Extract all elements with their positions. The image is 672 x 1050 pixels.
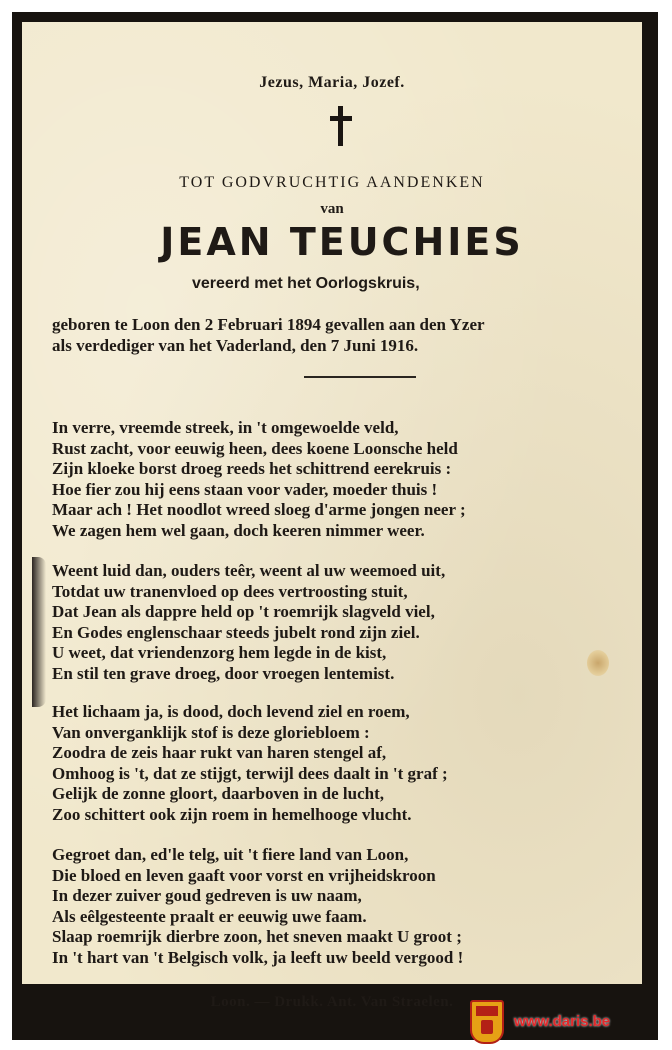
cross-icon — [330, 106, 352, 146]
poem-line: In dezer zuiver goud gedreven is uw naam, — [52, 886, 362, 905]
poem-line: Dat Jean als dappre held op 't roemrijk slagveld viel, — [52, 602, 435, 621]
card-paper — [22, 22, 642, 1010]
poem-line: Gelijk de zonne gloort, daarboven in de lucht, — [52, 784, 384, 803]
biography — [52, 314, 652, 356]
memorial-card — [12, 12, 658, 1040]
torn-edge — [32, 557, 46, 707]
divider — [304, 376, 416, 378]
biography-line: geboren te Loon den 2 Februari 1894 gevallen aan den Yzer — [52, 315, 485, 334]
honour-line: vereerd met het Oorlogskruis, — [192, 275, 420, 292]
poem-stanza-2 — [52, 561, 637, 684]
poem-stanza-1 — [52, 418, 637, 541]
poem-stanza-4 — [52, 845, 637, 968]
poem-line: En Godes englenschaar steeds jubelt rond zijn ziel. — [52, 622, 420, 642]
printer-imprint: Loon. — Drukk. Ant. Van Straelen. — [210, 994, 454, 1010]
poem-line: Slaap roemrijk dierbre zoon, het sneven maakt U groot ; — [52, 927, 462, 946]
biography-line: als verdediger van het Vaderland, den 7 Juni 1916. — [52, 336, 419, 355]
poem-line: Zoo schittert ook zijn roem in hemelhooge vlucht. — [52, 804, 412, 824]
poem-line: Van onverganklijk stof is deze gloriebloem : — [52, 722, 370, 742]
poem-line: Weent luid dan, ouders teêr, weent al uw weemoed uit, — [52, 561, 446, 580]
poem-line: We zagen hem wel gaan, doch keeren nimmer weer. — [52, 520, 425, 540]
poem-line: Gegroet dan, ed'le telg, uit 't fiere land van Loon, — [52, 845, 409, 864]
van-label: van — [320, 201, 344, 217]
poem-line: In 't hart van 't Belgisch volk, ja leeft uw beeld vergood ! — [52, 947, 464, 967]
poem-line: Totdat uw tranenvloed op dees vertroosting stuit, — [52, 581, 408, 601]
paper-stain — [587, 650, 609, 676]
poem-line: Het lichaam ja, is dood, doch levend ziel en roem, — [52, 702, 410, 721]
poem-line: Hoe fier zou hij eens staan voor vader, moeder thuis ! — [52, 479, 438, 499]
poem-line: Zijn kloeke borst droeg reeds het schittrend eerekruis : — [52, 459, 452, 478]
poem-line: In verre, vreemde streek, in 't omgewoelde veld, — [52, 418, 399, 437]
dedication-heading: TOT GODVRUCHTIG AANDENKEN — [179, 174, 485, 191]
poem-line: Omhoog is 't, dat ze stijgt, terwijl dees daalt in 't graf ; — [52, 763, 448, 783]
invocation: Jezus, Maria, Jozef. — [259, 74, 405, 91]
coat-of-arms-icon — [470, 1000, 504, 1044]
poem-line: Als eêlgesteente praalt er eeuwig uwe faam. — [52, 906, 367, 926]
poem-line: En stil ten grave droeg, door vroegen lentemist. — [52, 663, 395, 683]
poem-line: Die bloed en leven gaaft voor vorst en vrijheidskroon — [52, 865, 436, 885]
poem-line: Zoodra de zeis haar rukt van haren stengel af, — [52, 743, 387, 762]
poem-line: Rust zacht, voor eeuwig heen, dees koene Loonsche held — [52, 438, 458, 458]
poem-line: U weet, dat vriendenzorg hem legde in de kist, — [52, 643, 387, 662]
deceased-name: JEAN TEUCHIES — [160, 220, 524, 264]
poem-stanza-3 — [52, 702, 637, 825]
watermark-link[interactable]: www.daris.be — [514, 1013, 611, 1030]
poem-line: Maar ach ! Het noodlot wreed sloeg d'arme jongen neer ; — [52, 500, 466, 519]
